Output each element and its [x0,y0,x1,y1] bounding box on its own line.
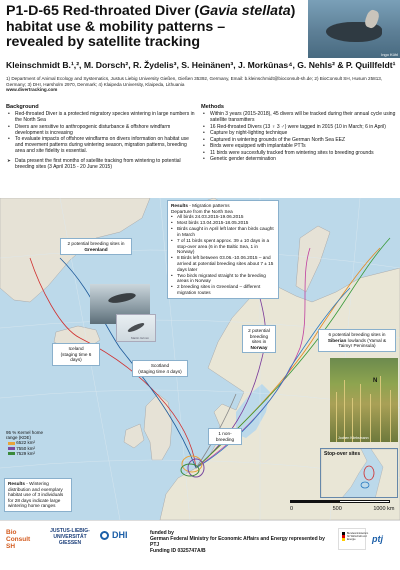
title-line2: habitat use & mobility patterns – [6,18,226,35]
bioconsult-logo: Bio Consult SH [6,529,31,550]
migration-item: • Two birds migrated straight to the breeding areas in Norway [171,273,275,284]
funding-id: Funding ID 0325747A/B [150,548,206,554]
results-title-suffix: - Migration patterns [187,203,230,208]
funding-text: German Federal Ministry for Economic Affairs and Energy represented by PTJ [150,536,325,548]
methods-item: • Within 3 years (2015-2018), 45 divers will be tracked during their annual cycle using satellite transmitters [201,111,396,123]
methods-item: • Genetic gender determination [201,156,396,162]
methods-item: • Captured in wintering grounds of the German North Sea EEZ [201,137,396,143]
dhi-logo: DHI [112,530,128,540]
nonbreeding-label-box: 1 non-breeding [208,428,242,445]
greenland-text: 2 potential breeding sites in [67,241,125,246]
results-title: Results [171,203,188,208]
migration-item: • Birds caught in April left later than birds caught in March [171,226,275,237]
methods-section [201,104,396,163]
wintering-results-text: - Wintering distribution and exemplary habitat use of 3 individuals for 28 days indicate large wintering home ranges [8,481,64,509]
title-line1-end: ) [290,3,296,19]
north-arrow-icon: N [373,378,378,384]
norway-place: Norway [250,344,268,350]
funding-info [150,530,330,554]
background-title: Background [6,104,39,110]
affiliations [6,76,396,93]
iceland-text: Iceland [68,346,84,351]
poster-title [6,4,306,51]
scale-bar [290,500,390,503]
jlu-giessen-logo: JUSTUS-LIEBIG-UNIVERSITÄT GIESSEN [50,528,90,546]
methods-item: • Capture by night-lighting technique [201,130,396,136]
legend-entry [6,451,48,456]
iceland-label-box [52,343,100,366]
wintering-results-box [4,478,72,512]
background-item: • Red-throated Diver is a protected migratory species wintering in large numbers in the North Sea [6,111,196,123]
iceland-detail: (staging time 6 days) [60,351,92,363]
scale-label: 500 [332,506,342,512]
background-list [6,111,196,154]
bmwi-text: Bundesministerium für Wirtschaft und Energie [347,532,369,541]
background-item: • Divers are sensitive to anthropogenic disturbance & offshore windfarm development is increasing [6,124,196,136]
scotland-label-box [132,360,188,377]
norway-label-box [242,325,276,353]
title-line1: P1-D-65 Red-throated Diver ( [6,3,200,19]
title-species: Gavia stellata [199,3,291,19]
reed-photo-credit: Jochen Kliebsmann [338,436,369,440]
methods-item: • 11 birds were succesfully tracked from wintering sites to breeding grounds [201,150,396,156]
diver-small-photo [116,314,156,342]
migration-item: • Most birds 13.04.2015-18.05.2015 [171,220,275,226]
dhi-logo-mark-icon [100,531,109,540]
stopover-label: Stop-over sites [324,451,361,457]
small-photo-credit: Martin Grimm [131,336,150,340]
website-link[interactable]: www.divertracking.com [6,87,58,93]
methods-title: Methods [201,104,224,110]
migration-item: • 7 of 11 birds spent approx. 39 ± 10 days in a stop-over area (6 in the Baltic Sea, 1 in Norway) [171,238,275,255]
affiliation-text: 1) Department of Animal Ecology and Systematics, Justus Liebig University Gießen, Gießen 35392, Germany, Email: b.kleinschmidt@bioconsult-sh.de; 2) BioConsult SH, Husum 25813, Germany; 3) DHI, Hørsholm 2970, Denmark; 4) Klaipeda University, Klaipeda, Lithuania [6,76,383,87]
kernel-legend [6,430,48,456]
methods-list [201,111,396,162]
title-line3: revealed by satellite tracking [6,34,200,50]
legend-label: 6522 km² [16,440,36,446]
bmwi-logo [338,528,369,550]
scale-label: 0 [290,506,294,512]
siberia-detail: lowlands (Yamal & Taimyr Peninsula) [338,337,387,349]
siberia-text: 6 potential breeding sites in [328,332,386,337]
greenland-place: Greenland [84,246,108,252]
diver-photo [308,0,400,58]
background-item: • To evaluate impacts of offshore windfarms on divers information on habitat use and movement patterns during wintering season, migration patterns, breeding area and site fidelity is essential. [6,136,196,154]
reed-habitat-photo [330,358,398,442]
scale-labels [290,506,394,512]
scotland-text: Scotland [150,363,170,368]
migration-results-box [167,200,279,299]
photo-credit: Ingo Kühl [381,52,398,57]
scotland-detail: (staging time 4 days) [138,368,182,374]
greenland-label-box [60,238,132,255]
results-subtitle: Departure from the North Sea [171,208,233,214]
norway-text: 2 potential breeding sites in [248,328,270,345]
siberia-label-box [318,329,396,352]
legend-label: 7529 km² [16,450,36,456]
legend-title: 95 % Kernel home range (KDE) [6,430,44,441]
german-flag-icon [342,532,345,541]
funding-label: funded by [150,530,174,536]
methods-item: • 16 Red-throated Divers (13 ♀ 3 ♂) were tagged in 2015 (10 in March; 6 in April) [201,124,396,130]
migration-item: • 8 Birds left between 03.06.-10.06.2015 – and arrived at potential breeding sites about 7 ± 15 days later [171,255,275,272]
authors: Kleinschmidt B.¹,², M. Dorsch², R. Žydelis³, S. Heinänen³, J. Morkūnas⁴, G. Nehls² & P. Quillfeldt¹ [6,60,396,70]
scale-label: 1000 km [373,506,395,512]
data-note: ➤ Data present the first months of satellite tracking from wintering to potential breeding sites (3 April 2015 - 20 June 2015) [6,158,196,170]
legend-label: 7550 km² [16,445,36,451]
migration-item: • All birds 24.03.2015-19.06.2015 [171,214,275,220]
methods-item: • Birds were equipped with implantable PTTs [201,143,396,149]
ptj-logo: ptj [372,534,383,544]
migration-item: • 2 breeding sites in Greenland – different migration routes [171,284,275,295]
wintering-results-title: Results [8,481,25,486]
siberia-place: Siberian [327,337,347,343]
background-section [6,104,196,170]
